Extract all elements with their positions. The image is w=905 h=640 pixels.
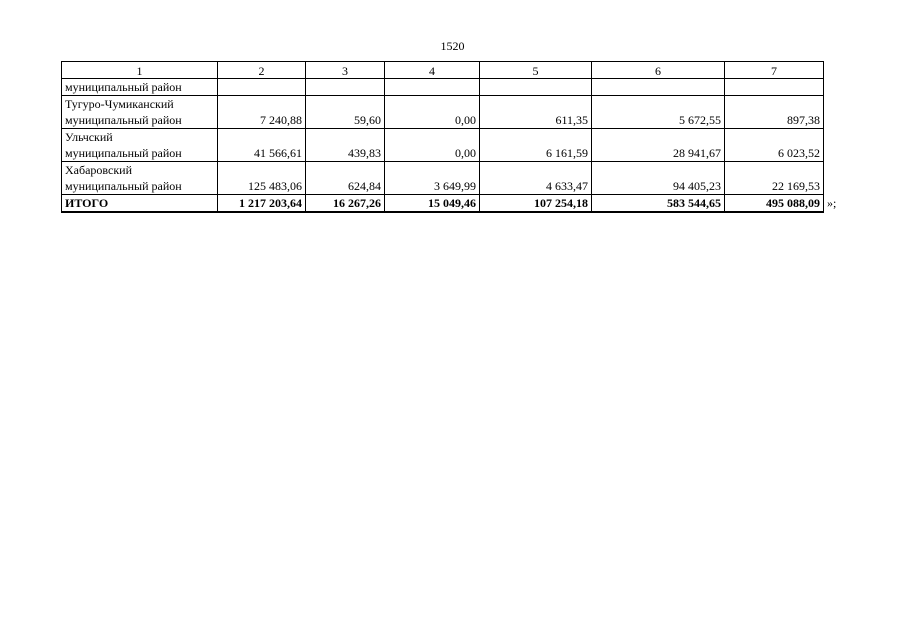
table-row bbox=[62, 79, 824, 96]
column-header-4: 4 bbox=[385, 62, 480, 79]
column-number-row bbox=[62, 62, 824, 79]
value-cell: 4 633,47 bbox=[480, 162, 592, 195]
district-name-line: Ульчский bbox=[65, 130, 113, 144]
value-cell: 439,83 bbox=[306, 129, 385, 162]
total-value-cell: 16 267,26 bbox=[306, 195, 385, 213]
value-cell: 5 672,55 bbox=[592, 96, 725, 129]
value-cell: 3 649,99 bbox=[385, 162, 480, 195]
district-type-line: муниципальный район bbox=[65, 113, 182, 127]
district-name-cell bbox=[62, 129, 218, 162]
district-name-cell bbox=[62, 79, 218, 96]
value-cell: 611,35 bbox=[480, 96, 592, 129]
total-row bbox=[62, 195, 824, 213]
total-value-cell: 583 544,65 bbox=[592, 195, 725, 213]
value-cell: 897,38 bbox=[725, 96, 824, 129]
page-number: 1520 bbox=[440, 39, 465, 53]
table-row bbox=[62, 162, 824, 195]
value-cell: 7 240,88 bbox=[218, 96, 306, 129]
total-label: ИТОГО bbox=[62, 195, 218, 213]
value-cell bbox=[306, 79, 385, 96]
value-cell: 28 941,67 bbox=[592, 129, 725, 162]
closing-quote-mark: »; bbox=[827, 196, 837, 210]
value-cell bbox=[592, 79, 725, 96]
value-cell bbox=[480, 79, 592, 96]
value-cell: 59,60 bbox=[306, 96, 385, 129]
value-cell: 6 161,59 bbox=[480, 129, 592, 162]
table-row bbox=[62, 96, 824, 129]
value-cell: 624,84 bbox=[306, 162, 385, 195]
value-cell bbox=[725, 79, 824, 96]
value-cell bbox=[218, 79, 306, 96]
total-value-cell: 1 217 203,64 bbox=[218, 195, 306, 213]
budget-table bbox=[61, 61, 824, 213]
total-value-cell: 15 049,46 bbox=[385, 195, 480, 213]
district-name-cell bbox=[62, 96, 218, 129]
value-cell: 6 023,52 bbox=[725, 129, 824, 162]
total-value-cell: 495 088,09 bbox=[725, 195, 824, 213]
column-header-6: 6 bbox=[592, 62, 725, 79]
value-cell: 41 566,61 bbox=[218, 129, 306, 162]
district-name-line: Тугуро-Чумиканский bbox=[65, 97, 174, 111]
district-name-line: Хабаровский bbox=[65, 163, 133, 177]
value-cell: 94 405,23 bbox=[592, 162, 725, 195]
district-name-line: муниципальный район bbox=[65, 80, 182, 94]
column-header-2: 2 bbox=[218, 62, 306, 79]
value-cell: 0,00 bbox=[385, 96, 480, 129]
value-cell: 0,00 bbox=[385, 129, 480, 162]
column-header-3: 3 bbox=[306, 62, 385, 79]
column-header-7: 7 bbox=[725, 62, 824, 79]
column-header-5: 5 bbox=[480, 62, 592, 79]
district-type-line: муниципальный район bbox=[65, 146, 182, 160]
district-name-cell bbox=[62, 162, 218, 195]
value-cell: 125 483,06 bbox=[218, 162, 306, 195]
district-type-line: муниципальный район bbox=[65, 179, 182, 193]
value-cell: 22 169,53 bbox=[725, 162, 824, 195]
total-value-cell: 107 254,18 bbox=[480, 195, 592, 213]
value-cell bbox=[385, 79, 480, 96]
table-row bbox=[62, 129, 824, 162]
column-header-1: 1 bbox=[62, 62, 218, 79]
